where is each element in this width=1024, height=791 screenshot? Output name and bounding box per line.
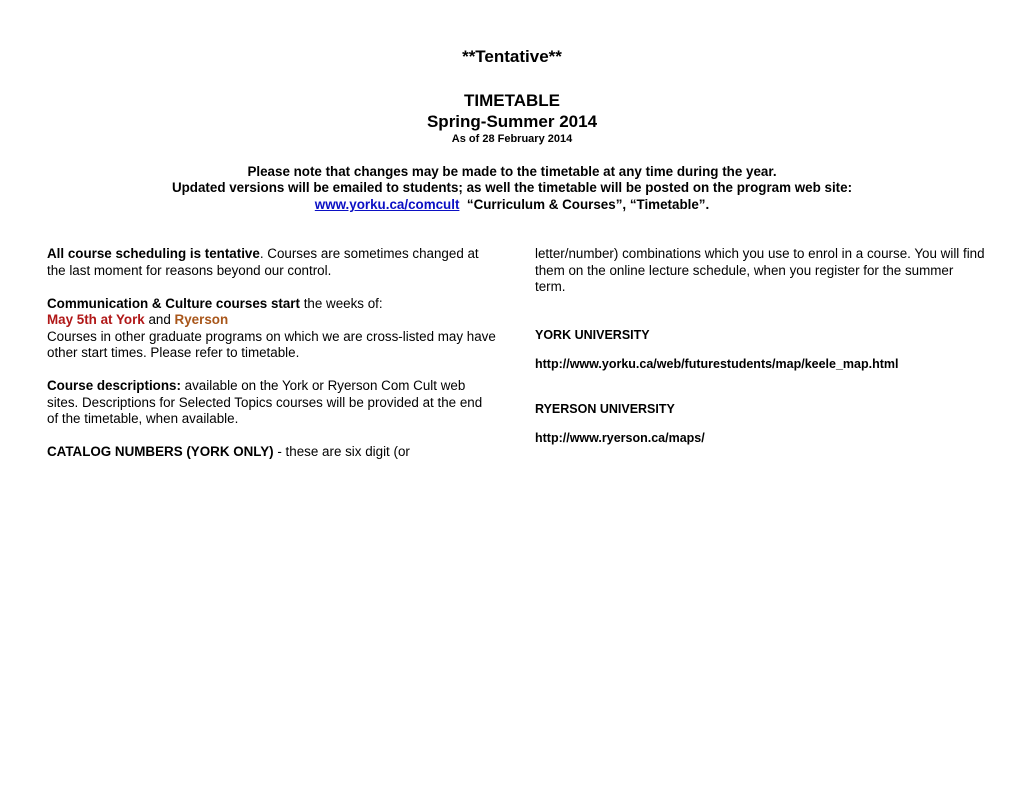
ryerson-map-url[interactable]: http://www.ryerson.ca/maps/ (535, 431, 705, 445)
catalog-bold: CATALOG NUMBERS (YORK ONLY) (47, 444, 274, 459)
left-column (47, 246, 497, 477)
as-of-date: As of 28 February 2014 (451, 133, 573, 145)
right-column (535, 246, 985, 463)
catalog-paragraph (47, 444, 497, 461)
tentative-heading: **Tentative** (462, 47, 562, 66)
comcult-website-link[interactable]: www.yorku.ca/comcult (314, 197, 460, 212)
start-bold: Communication & Culture courses start (47, 295, 300, 311)
start-paragraph (47, 296, 497, 362)
york-university-heading: YORK UNIVERSITY (535, 327, 650, 342)
scheduling-bold: All course scheduling is tentative (47, 246, 260, 261)
york-start-date: May 5th at York (47, 312, 145, 327)
descriptions-text: available on the York or Ryerson Com Cult web sites. Descriptions for Selected Topics courses will be provided at the end of the timetable, when available. (47, 378, 483, 426)
descriptions-paragraph (47, 378, 497, 428)
ryerson-start: Ryerson (174, 312, 229, 327)
descriptions-bold: Course descriptions: (47, 378, 181, 393)
page-subtitle: Spring-Summer 2014 (426, 112, 598, 131)
and-word: and (144, 312, 175, 327)
notice-line-3 (0, 197, 1024, 212)
scheduling-text: . Courses are sometimes changed at the last moment for reasons beyond our control. (47, 246, 479, 278)
notice-line-2: Updated versions will be emailed to students; as well the timetable will be posted on the program web site: (171, 180, 853, 195)
notice-line-1: Please note that changes may be made to the timetable at any time during the year. (247, 164, 777, 179)
ryerson-university-heading: RYERSON UNIVERSITY (535, 401, 675, 416)
page-title: TIMETABLE (463, 91, 560, 110)
york-map-url[interactable]: http://www.yorku.ca/web/futurestudents/map/keele_map.html (535, 357, 899, 371)
scheduling-paragraph (47, 246, 497, 279)
crosslisted-text: Courses in other graduate programs on which we are cross-listed may have other start times. Please refer to timetable. (47, 328, 496, 360)
notice-link-suffix: “Curriculum & Courses”, “Timetable”. (466, 197, 710, 212)
catalog-text: - these are six digit (or (273, 444, 410, 459)
catalog-continued: letter/number) combinations which you use to enrol in a course. You will find them on the online lecture schedule, when you register for the summer term. (535, 246, 985, 294)
start-text: the weeks of: (299, 295, 383, 311)
